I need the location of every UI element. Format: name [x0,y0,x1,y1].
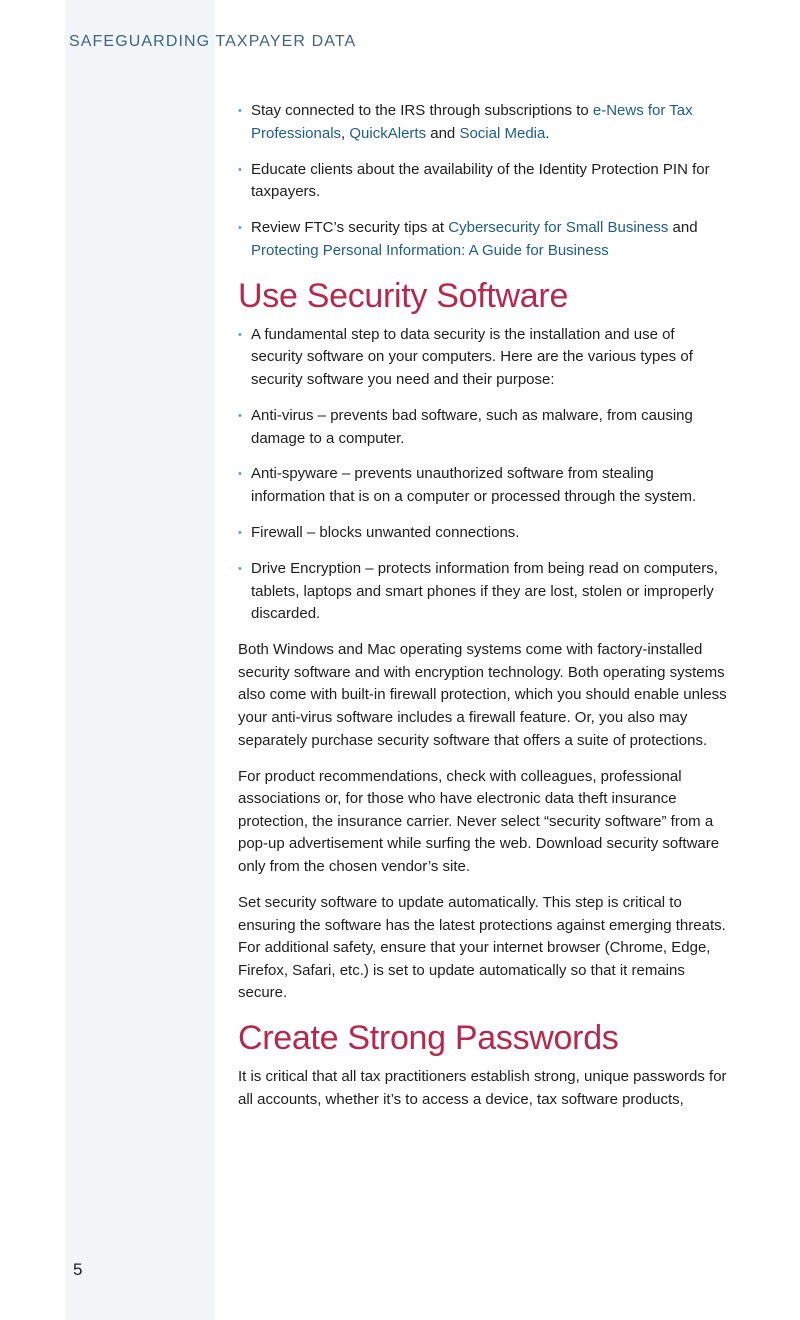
bullet-icon: • [238,222,242,235]
intro-bullet-list [238,100,730,262]
main-content [238,100,730,1125]
bullet-icon: • [238,409,242,422]
bullet-icon: • [238,563,242,576]
list-item: • Stay connected to the IRS through subscriptions to e-News for Tax Professionals, QuickAlerts and Social Media. [238,102,693,142]
protecting-personal-info-link[interactable]: Protecting Personal Information: A Guide for Business [251,241,609,259]
list-item: • Review FTC’s security tips at Cybersecurity for Small Business and Protecting Personal Information: A Guide for Business [238,219,698,259]
section-heading-security: Use Security Software [238,276,569,315]
bullet-icon: • [238,163,242,176]
page-margin-band [65,0,215,1320]
e-news-link[interactable]: e-News for Tax Professionals [251,102,693,142]
list-item: • Anti-spyware – prevents unauthorized software from stealing information that is on a computer or processed through the system. [238,465,697,506]
quickalerts-link[interactable]: QuickAlerts [349,124,427,142]
bullet-icon: • [238,527,242,540]
running-head: SAFEGUARDING TAXPAYER DATA [69,33,357,50]
bullet-icon: • [238,468,242,481]
paragraph-auto-update: Set security software to update automatically. This step is critical to ensuring the software has the latest protections against emerging threats. For additional safety, ensure that your internet browser (Chrome, Edge, Firefox, Safari, etc.) is set to update automatically so that it remains secure. [238,893,726,1002]
page-number: 5 [73,1260,83,1279]
section-heading-passwords: Create Strong Passwords [238,1019,619,1058]
paragraph-os-security: Both Windows and Mac operating systems come with factory-installed security software and with encryption technology. Both operating systems also come with built-in firewall protection, which you should enable unless your anti-virus software includes a firewall feature. Or, you also may separately purchase security software that offers a suite of protections. [238,641,727,749]
social-media-link[interactable]: Social Media [459,124,546,142]
security-bullet-list [238,324,730,626]
bullet-icon: • [238,105,242,117]
list-item: • Firewall – blocks unwanted connections. [238,522,730,545]
list-item: • Educate clients about the availability of the Identity Protection PIN for taxpayers. [238,160,710,201]
list-item: • A fundamental step to data security is the installation and use of security software on your computers. Here are the various types of security software you need and their purpose: [238,325,693,388]
paragraph-product-recommendations: For product recommendations, check with colleagues, professional associations or, for those who have electronic data theft insurance protection, the insurance carrier. Never select “security software” from a pop-up advertisement while surfing the web. Download security software only from the chosen vendor’s site. [238,767,720,875]
list-item: • Anti-virus – prevents bad software, such as malware, from causing damage to a computer. [238,406,693,447]
list-item: • Drive Encryption – protects information from being read on computers, tablets, laptops and smart phones if they are lost, stolen or improperly discarded. [238,560,718,623]
cybersecurity-small-business-link[interactable]: Cybersecurity for Small Business [448,219,669,237]
paragraph-passwords: It is critical that all tax practitioners establish strong, unique passwords for all accounts, whether it’s to access a device, tax software products, [238,1068,727,1108]
bullet-icon: • [238,328,242,341]
